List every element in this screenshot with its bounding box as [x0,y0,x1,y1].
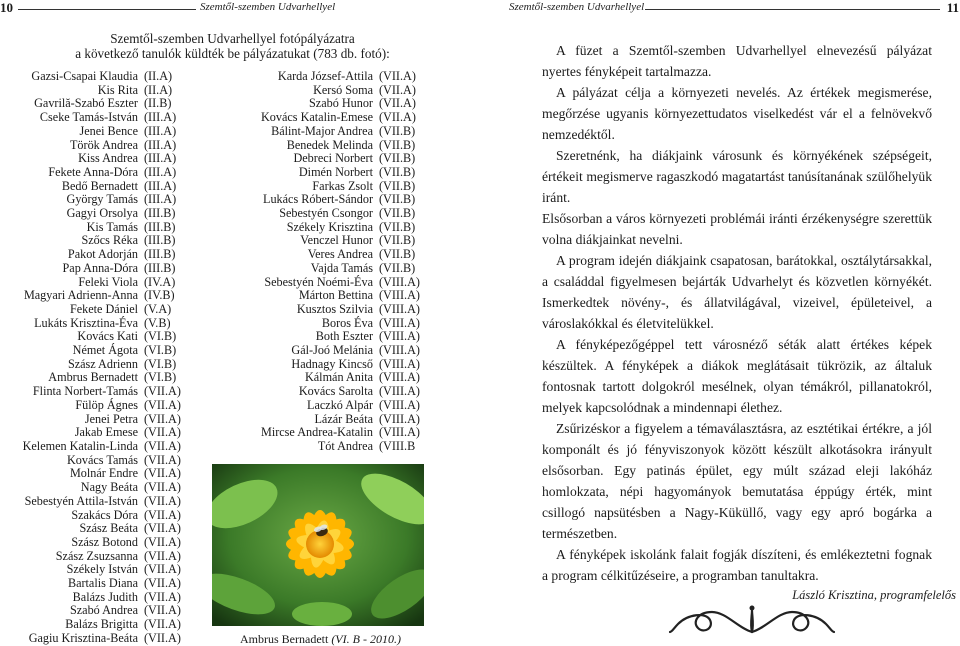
participant-name: Kiss Andrea [78,151,138,166]
participant-row [215,399,433,413]
participant-name: Cseke Tamás-István [39,110,138,125]
intro-line-1: Szemtől-szemben Udvarhellyel fotópályázatra [110,31,355,46]
participant-name: Lukács Róbert-Sándor [263,192,373,207]
participant-name: Sebestyén Attila-István [24,493,138,508]
participant-row [10,303,198,317]
participant-row [10,234,198,248]
participant-name: Gagiu Krisztina-Beáta [28,630,138,645]
article-paragraph: A fényképezőgéppel tett városnéző séták alatt értékes képek készültek. A fényképek a diákok meglátásait tükrözik, az általuk fontosnak tartott dolgokról mesélnek, olyan témákról, pillanatokról, melyek kapcsolódnak a mindennapi élethez. [542,337,932,415]
participant-name: Gazsi-Csapai Klaudia [31,69,138,83]
participant-class: (VII.A) [144,617,181,632]
participant-class: (VI.B) [144,343,177,358]
participant-class: (VII.B) [379,233,416,248]
participant-row [10,248,198,262]
participant-class: (VIII.A) [379,397,420,412]
participant-name: Sebestyén Noémi-Éva [264,274,373,289]
participant-row [10,413,198,427]
participant-name: Mircse Andrea-Katalin [260,425,373,440]
participant-name: Kovács Tamás [66,452,138,467]
participant-name: Szász Zsuzsanna [55,548,138,563]
participant-row [10,371,198,385]
participant-row [10,139,198,153]
participant-name: Kelemen Katalin-Linda [22,438,138,453]
participant-row [10,426,198,440]
participant-class: (VIII.B [379,438,416,453]
participant-name: Nagy Beáta [80,480,138,495]
participant-class: (III.A) [144,164,177,179]
ornament-flourish [668,598,836,640]
article-paragraph: A pályázat célja a környezeti nevelés. Az értékek megismerése, megőrzése ugyanis környezettudatos viselkedést vár el a felnövekvő nemzedéktől. [542,85,932,142]
participant-row [10,97,198,111]
participant-name: Német Ágota [72,343,138,358]
participant-name: Ambrus Bernadett [48,370,138,385]
participant-name: Farkas Zsolt [312,178,373,193]
photo-author: Ambrus Bernadett [240,632,329,646]
participant-name: Szakács Dóra [71,507,138,522]
article-paragraph: Szeretnénk, ha diákjaink városunk és környékének szépségeit, értékeit megismerve ragaszkodó magatartást tanúsítanának szülőhelyük iránt. [542,148,932,205]
participant-name: Kis Rita [97,82,138,97]
participant-class: (VI.B) [144,356,177,371]
participant-row [10,111,198,125]
participant-name: Benedek Melinda [286,137,373,152]
participant-list-right [215,70,433,454]
participant-row [215,193,433,207]
participant-name: Jenei Petra [84,411,138,426]
participant-class: (III.A) [144,151,177,166]
participant-class: (II.A) [144,69,173,83]
participant-class: (VII.B) [379,247,416,262]
participant-class: (VII.B) [379,178,416,193]
participant-name: Karda József-Attila [277,69,373,83]
participant-class: (VIII.A) [379,425,420,440]
participant-name: Bálint-Major Andrea [271,123,373,138]
participant-row [10,440,198,454]
right-running-title: Szemtől-szemben Udvarhellyel [509,1,645,13]
participant-class: (III.B) [144,247,176,262]
participant-name: Gavrilă-Szabó Eszter [34,96,138,111]
participant-row [10,207,198,221]
participant-row [10,509,198,523]
participant-class: (VII.B) [379,206,416,221]
participant-name: Fekete Dániel [69,301,138,316]
participant-class: (VII.B) [379,151,416,166]
participant-name: Kersó Soma [313,82,373,97]
participant-row [10,166,198,180]
participant-name: Szász Adrienn [67,356,138,371]
participant-row [10,618,198,632]
photo-class-year: (VI. B - 2010.) [331,632,401,646]
participant-class: (VII.B) [379,219,416,234]
participant-name: Szász Beáta [79,521,138,536]
participant-class: (III.A) [144,178,177,193]
participant-row [215,248,433,262]
participant-name: Pap Anna-Dóra [62,260,138,275]
participant-class: (V.A) [144,301,172,316]
participant-class: (VII.A) [144,507,181,522]
participant-class: (VII.A) [144,548,181,563]
header-rule-right [645,9,940,10]
participant-name: Both Eszter [315,329,373,344]
article-paragraph: A fényképek iskolánk falait fogják díszíteni, és emlékeztetni fognak a program célkitűzéseire, a programban tanultakra. [542,547,932,583]
participant-row [215,303,433,317]
participant-row [10,591,198,605]
participant-name: Hadnagy Kincső [291,356,373,371]
participant-row [10,536,198,550]
participant-name: Magyari Adrienn-Anna [23,288,138,303]
participant-class: (VII.A) [144,466,181,481]
participant-name: Tót Andrea [317,438,373,453]
participant-class: (VIII.A) [379,343,420,358]
participant-row [10,344,198,358]
participant-row [215,84,433,98]
participant-name: Bartalis Diana [67,576,138,591]
participant-row [10,385,198,399]
participant-name: György Tamás [66,192,138,207]
participant-class: (VII.A) [144,397,181,412]
participant-name: Balázs Brigitta [65,617,138,632]
participant-class: (III.A) [144,110,177,125]
participant-class: (VIII.A) [379,356,420,371]
participant-name: Gál-Joó Melánia [291,343,373,358]
participant-row [10,454,198,468]
participant-row [215,358,433,372]
participant-name: Vajda Tamás [310,260,373,275]
participant-class: (III.B) [144,219,176,234]
participant-name: Balázs Judith [72,589,138,604]
participant-name: Lukáts Krisztina-Éva [34,315,138,330]
participant-row [10,125,198,139]
participant-class: (VII.A) [144,521,181,536]
participant-name: Székely Krisztina [286,219,373,234]
participant-row [10,563,198,577]
participant-class: (VII.A) [144,480,181,495]
participant-name: Kis Tamás [86,219,138,234]
participant-name: Jakab Emese [74,425,138,440]
participant-row [10,550,198,564]
participant-row [215,125,433,139]
participant-class: (IV.A) [144,274,176,289]
participant-row [215,289,433,303]
participant-name: Kovács Kati [77,329,138,344]
participant-name: Kovács Katalin-Emese [260,110,373,125]
participant-row [215,97,433,111]
participant-name: Molnár Endre [69,466,138,481]
participant-class: (VII.A) [144,493,181,508]
participant-class: (VIII.A) [379,411,420,426]
participant-name: Kusztos Szilvia [296,301,373,316]
participant-row [215,344,433,358]
participant-name: Flinta Norbert-Tamás [32,384,138,399]
participant-class: (VIII.A) [379,288,420,303]
participant-row [215,152,433,166]
participant-name: Gagyi Orsolya [66,206,138,221]
participant-class: (III.A) [144,192,177,207]
participant-class: (VII.A) [144,452,181,467]
participant-class: (VII.A) [379,82,416,97]
participant-name: Bedő Bernadett [61,178,138,193]
participant-row [10,221,198,235]
participant-name: Laczkó Alpár [307,397,373,412]
participant-row [10,289,198,303]
participant-row [10,262,198,276]
participant-class: (VII.A) [379,96,416,111]
participant-class: (VIII.A) [379,274,420,289]
participant-name: Kovács Sarolta [298,384,373,399]
participant-name: Boros Éva [321,315,373,330]
participant-class: (VII.A) [379,69,416,83]
participant-class: (VII.B) [379,164,416,179]
participant-row [10,481,198,495]
participant-class: (VII.B) [379,260,416,275]
participant-row [10,358,198,372]
intro-line-2: a következő tanulók küldték be pályázatukat (783 db. fotó): [75,46,390,61]
participant-row [10,152,198,166]
participant-row [10,317,198,331]
participant-class: (VII.A) [144,576,181,591]
participant-name: Fülöp Ágnes [75,397,138,412]
article-body [542,40,932,586]
participant-row [215,166,433,180]
participant-row [215,221,433,235]
participant-row [10,495,198,509]
participant-class: (VII.A) [144,384,181,399]
participant-class: (III.A) [144,137,177,152]
article-signature: László Krisztina, programfelelős [792,588,956,602]
participant-name: Lázár Beáta [314,411,373,426]
photo-caption [240,632,401,646]
left-page-number: 10 [0,0,13,15]
participant-name: Szabó Andrea [69,603,138,618]
participant-class: (III.B) [144,260,176,275]
participant-name: Pakot Adorján [67,247,138,262]
participant-row [10,276,198,290]
participant-row [215,317,433,331]
participant-row [10,84,198,98]
participant-name: Sebestyén Csongor [279,206,373,221]
participant-name: Kálmán Anita [304,370,373,385]
participant-class: (V.B) [144,315,171,330]
participant-class: (III.A) [144,123,177,138]
participant-class: (IV.B) [144,288,175,303]
participant-row [215,426,433,440]
participant-row [215,385,433,399]
left-running-title: Szemtől-szemben Udvarhellyel [200,1,336,13]
participant-class: (VII.A) [144,425,181,440]
participant-name: Szőcs Réka [81,233,138,248]
participant-class: (VII.B) [379,192,416,207]
participant-row [215,70,433,84]
header-rule-left [18,9,196,10]
participant-name: Márton Bettina [298,288,373,303]
participant-class: (III.B) [144,206,176,221]
participants-intro [0,31,465,61]
participant-row [10,604,198,618]
participant-name: Venczel Hunor [300,233,373,248]
participant-row [215,371,433,385]
participant-row [10,330,198,344]
participant-class: (VI.B) [144,329,177,344]
participant-row [215,111,433,125]
participant-name: Debreci Norbert [293,151,373,166]
participant-class: (VII.A) [144,438,181,453]
article-paragraph: A program idején diákjaink csapatosan, barátokkal, osztálytársakkal, a családdal figyelmesen bejárták Udvarhelyt és közvetlen környékét. Ismerkedtek növény-, és állatvilágával, vizeivel, épületeivel, a városlakókkal és életvitelükkel. [542,253,932,331]
participant-class: (VII.A) [144,589,181,604]
flower-with-bee-image [212,464,424,626]
winning-photo [212,464,424,626]
participant-name: Török Andrea [69,137,138,152]
participant-name: Dimén Norbert [298,164,373,179]
participant-row [10,522,198,536]
participant-class: (VIII.A) [379,384,420,399]
participant-row [10,193,198,207]
participant-class: (VIII.A) [379,315,420,330]
participant-row [215,207,433,221]
participant-name: Jenei Bence [79,123,138,138]
participant-class: (VII.A) [379,110,416,125]
participant-row [215,413,433,427]
participant-name: Feleki Viola [78,274,138,289]
participant-class: (II.B) [144,96,172,111]
participant-row [215,180,433,194]
participant-row [10,399,198,413]
participant-row [215,234,433,248]
participant-class: (III.B) [144,233,176,248]
participant-class: (VII.A) [144,630,181,645]
participant-name: Szász Botond [71,534,138,549]
participant-row [215,330,433,344]
participant-name: Fekete Anna-Dóra [48,164,138,179]
article-paragraph: Zsűrizéskor a figyelem a témaválasztásra, az esztétikai értékre, a jól komponált és jó fényviszonyok között készült alkotásokra irányult elsősorban. Egy patinás épület, egy múlt század eleji lakóház homlokzata, népi hagyományok bemutatása éppúgy érték, mint csillogó napsütésben a Nagy-Küküllő, vagy egy apró bogárka a természetben. [542,421,932,541]
participant-class: (II.A) [144,82,173,97]
participant-row [215,139,433,153]
participant-row [10,467,198,481]
participant-row [215,262,433,276]
right-page-number: 11 [946,0,959,15]
participant-list-left [10,70,198,646]
participant-name: Szabó Hunor [309,96,373,111]
participant-name: Székely István [66,562,138,577]
participant-class: (VI.B) [144,370,177,385]
participant-row [10,577,198,591]
participant-class: (VIII.A) [379,370,420,385]
article-paragraph: A füzet a Szemtől-szemben Udvarhellyel elnevezésű pályázat nyertes fényképeit tartalmazza. [542,43,932,79]
participant-row [10,70,198,84]
participant-name: Veres Andrea [307,247,373,262]
participant-class: (VIII.A) [379,329,420,344]
participant-class: (VIII.A) [379,301,420,316]
participant-class: (VII.A) [144,534,181,549]
participant-class: (VII.B) [379,137,416,152]
participant-class: (VII.A) [144,603,181,618]
participant-class: (VII.A) [144,562,181,577]
participant-row [215,440,433,454]
participant-row [10,180,198,194]
participant-class: (VII.A) [144,411,181,426]
participant-row [215,276,433,290]
article-paragraph: Elsősorban a város környezeti problémái iránti érzékenységre szerettük volna diákjainkat nevelni. [542,211,932,247]
participant-class: (VII.B) [379,123,416,138]
participant-row [10,632,198,646]
